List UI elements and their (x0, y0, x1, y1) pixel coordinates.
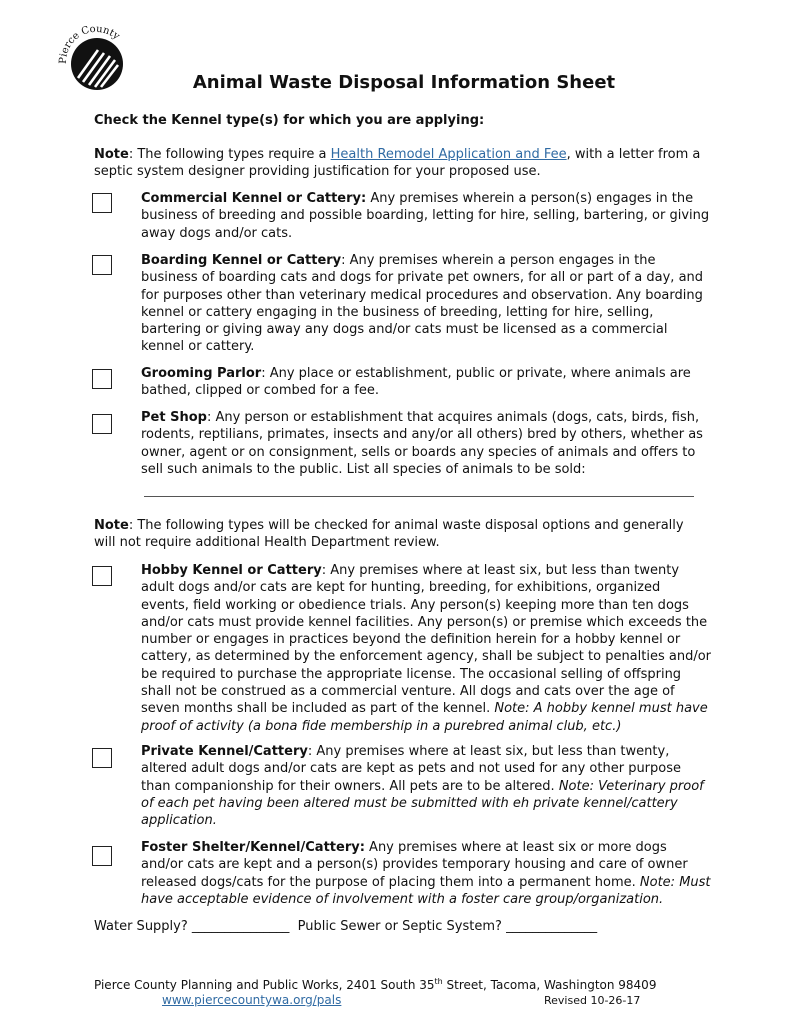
note-remodel (94, 146, 704, 180)
note-waste-disposal: Note: The following types will be checked for animal waste disposal options and generally will not require additional Health Department review. (94, 518, 684, 551)
checkbox-foster-shelter[interactable] (92, 846, 112, 866)
health-remodel-link[interactable]: Health Remodel Application and Fee (330, 147, 567, 162)
option-private-kennel: Private Kennel/Cattery: Any premises where at least six, but less than twenty, altered adult dogs and/or cats are kept as pets and not used for any other purpose than companionship for their owners. All pets are to be altered. Note: Veterinary proof of each pet having been altered must be submitted with eh private kennel/cattery application. (141, 744, 704, 829)
footer-address: Pierce County Planning and Public Works, 2401 South 35th Street, Tacoma, Washington 98409 (94, 977, 657, 992)
checkbox-boarding-kennel[interactable] (92, 255, 112, 275)
sewer-field[interactable]: ______________ (506, 919, 598, 934)
checkbox-grooming-parlor[interactable] (92, 369, 112, 389)
checkbox-commercial-kennel[interactable] (92, 193, 112, 213)
option-hobby-kennel: Hobby Kennel or Cattery: Any premises where at least six, but less than twenty adult dogs and/or cats are kept for hunting, breeding, for exhibitions, organized events, field working or obedience trials. Any person(s) keeping more than ten dogs and/or cats must provide kennel facilities. Any person(s) or premise which exceeds the number or engages in practices beyond the definition herein for a hobby kennel or cattery, as determined by the enforcement agency, shall be subject to penalties and/or be required to purchase the appropriate license. The occasional selling of offspring shall not be construed as a commercial venture. All dogs and cats over the age of seven months shall be included as part of the kennel. Note: A hobby kennel must have proof of activity (a bona fide membership in a purebred animal club, etc.) (141, 563, 712, 734)
checkbox-private-kennel[interactable] (92, 748, 112, 768)
note-label: Note (94, 147, 129, 162)
option-commercial-kennel: Commercial Kennel or Cattery: Any premises wherein a person(s) engages in the business of breeding and possible boarding, letting for hire, selling, bartering, or giving away dogs and/or cats. (141, 191, 710, 241)
note-text: : The following types require a (128, 147, 331, 162)
checkbox-pet-shop[interactable] (92, 414, 112, 434)
pet-shop-species-field[interactable] (144, 496, 694, 497)
note-text: , with a letter from a septic system designer providing justification for your proposed use. (94, 147, 701, 180)
checkbox-hobby-kennel[interactable] (92, 566, 112, 586)
questions-row (94, 918, 597, 935)
option-grooming-parlor: Grooming Parlor: Any place or establishment, public or private, where animals are bathed, clipped or combed for a fee. (141, 366, 691, 399)
option-boarding-kennel: Boarding Kennel or Cattery: Any premises wherein a person engages in the business of boarding cats and dogs for private pet owners, for all or part of a day, and for purposes other than veterinary medical procedures and observation. Any boarding kennel or cattery engaging in the business of breeding, letting for hire, selling, bartering or giving away any dogs and/or cats must be licensed as a commercial kennel or cattery. (141, 253, 704, 355)
footer-website-link[interactable]: www.piercecountywa.org/pals (162, 993, 342, 1007)
option-foster-shelter: Foster Shelter/Kennel/Cattery: Any premises where at least six or more dogs and/or cats are kept and a person(s) provides temporary housing and care of owner released dogs/cats for the purpose of placing them into a permanent home. Note: Must have acceptable evidence of involvement with a foster care group/organization. (141, 840, 711, 907)
instruction: Check the Kennel type(s) for which you are applying: (94, 113, 485, 128)
water-supply-field[interactable]: _______________ (191, 919, 290, 934)
water-supply-label: Water Supply? (94, 919, 192, 934)
svg-text:Pierce County: Pierce County (57, 23, 122, 65)
option-pet-shop: Pet Shop: Any person or establishment that acquires animals (dogs, cats, birds, fish, rodents, reptilians, primates, insects and any/or all others) bred by others, whether as owner, agent or on consignment, sells or boards any species of animals and offers to sell such animals to the public. List all species of animals to be sold: (141, 410, 703, 477)
sewer-label: Public Sewer or Septic System? (297, 919, 507, 934)
page-title: Animal Waste Disposal Information Sheet (192, 72, 616, 93)
revised-date: Revised 10-26-17 (544, 994, 641, 1007)
